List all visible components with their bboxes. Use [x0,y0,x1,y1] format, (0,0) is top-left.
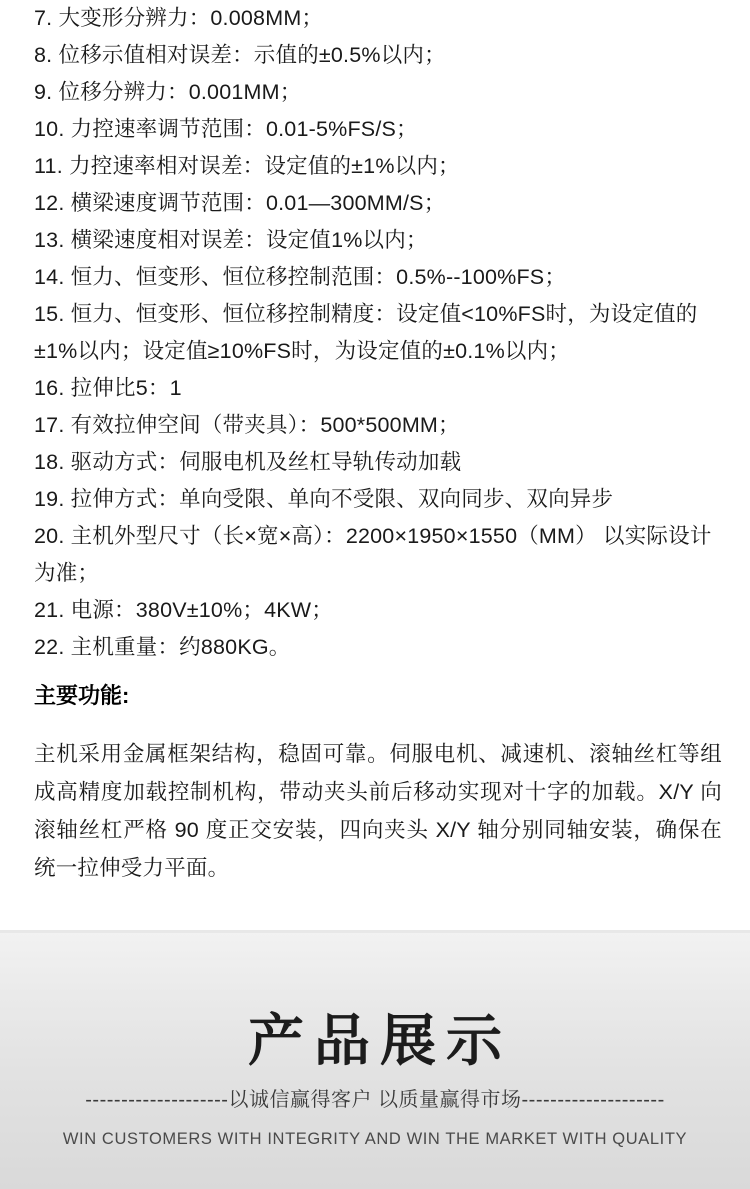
list-item: 7. 大变形分辨力：0.008MM； [34,6,324,30]
banner-english-slogan: WIN CUSTOMERS WITH INTEGRITY AND WIN THE MARKET WITH QUALITY [62,1130,688,1148]
list-item: 11. 力控速率相对误差：设定值的±1%以内； [34,154,460,178]
list-item: 8. 位移示值相对误差：示值的±0.5%以内； [34,43,446,67]
list-item: 17. 有效拉伸空间（带夹具）：500*500MM； [34,413,460,437]
banner-subtitle: --------------------以诚信赢得客户 以质量赢得市场-------------------- [85,1089,665,1111]
list-item: 22. 主机重量：约880KG。 [34,635,291,659]
list-item: 13. 横梁速度相对误差：设定值1%以内； [34,228,428,252]
banner-content [0,930,750,1189]
main-functions-heading: 主要功能: [34,683,130,708]
list-item: 16. 拉伸比5：1 [34,376,182,400]
list-item: 21. 电源：380V±10%；4KW； [34,598,333,622]
list-item: 10. 力控速率调节范围：0.01-5%FS/S； [34,117,418,141]
product-showcase-banner [0,930,750,1189]
list-item: 18. 驱动方式：伺服电机及丝杠导轨传动加载 [34,450,462,474]
list-item: 20. 主机外型尺寸（长×宽×高）：2200×1950×1550（MM） 以实际设计为准； [34,524,712,585]
list-item: 14. 恒力、恒变形、恒位移控制范围：0.5%--100%FS； [34,265,567,289]
list-item: 9. 位移分辨力：0.001MM； [34,80,302,104]
specification-list [34,0,730,666]
list-item: 15. 恒力、恒变形、恒位移控制精度：设定值<10%FS时，为设定值的±1%以内；设定值≥10%FS时，为设定值的±0.1%以内； [34,302,698,363]
main-functions-text: 主机采用金属框架结构，稳固可靠。伺服电机、减速机、滚轴丝杠等组成高精度加载控制机构，带动夹头前后移动实现对十字的加载。X/Y 向滚轴丝杠严格 90 度正交安装，四向夹头 X/Y 轴分别同轴安装，确保在统一拉伸受力平面。 [34,741,722,880]
list-item: 19. 拉伸方式：单向受限、单向不受限、双向同步、双向异步 [34,487,614,511]
banner-title: 产品展示 [248,1009,512,1072]
list-item: 12. 横梁速度调节范围：0.01—300MM/S； [34,191,446,215]
